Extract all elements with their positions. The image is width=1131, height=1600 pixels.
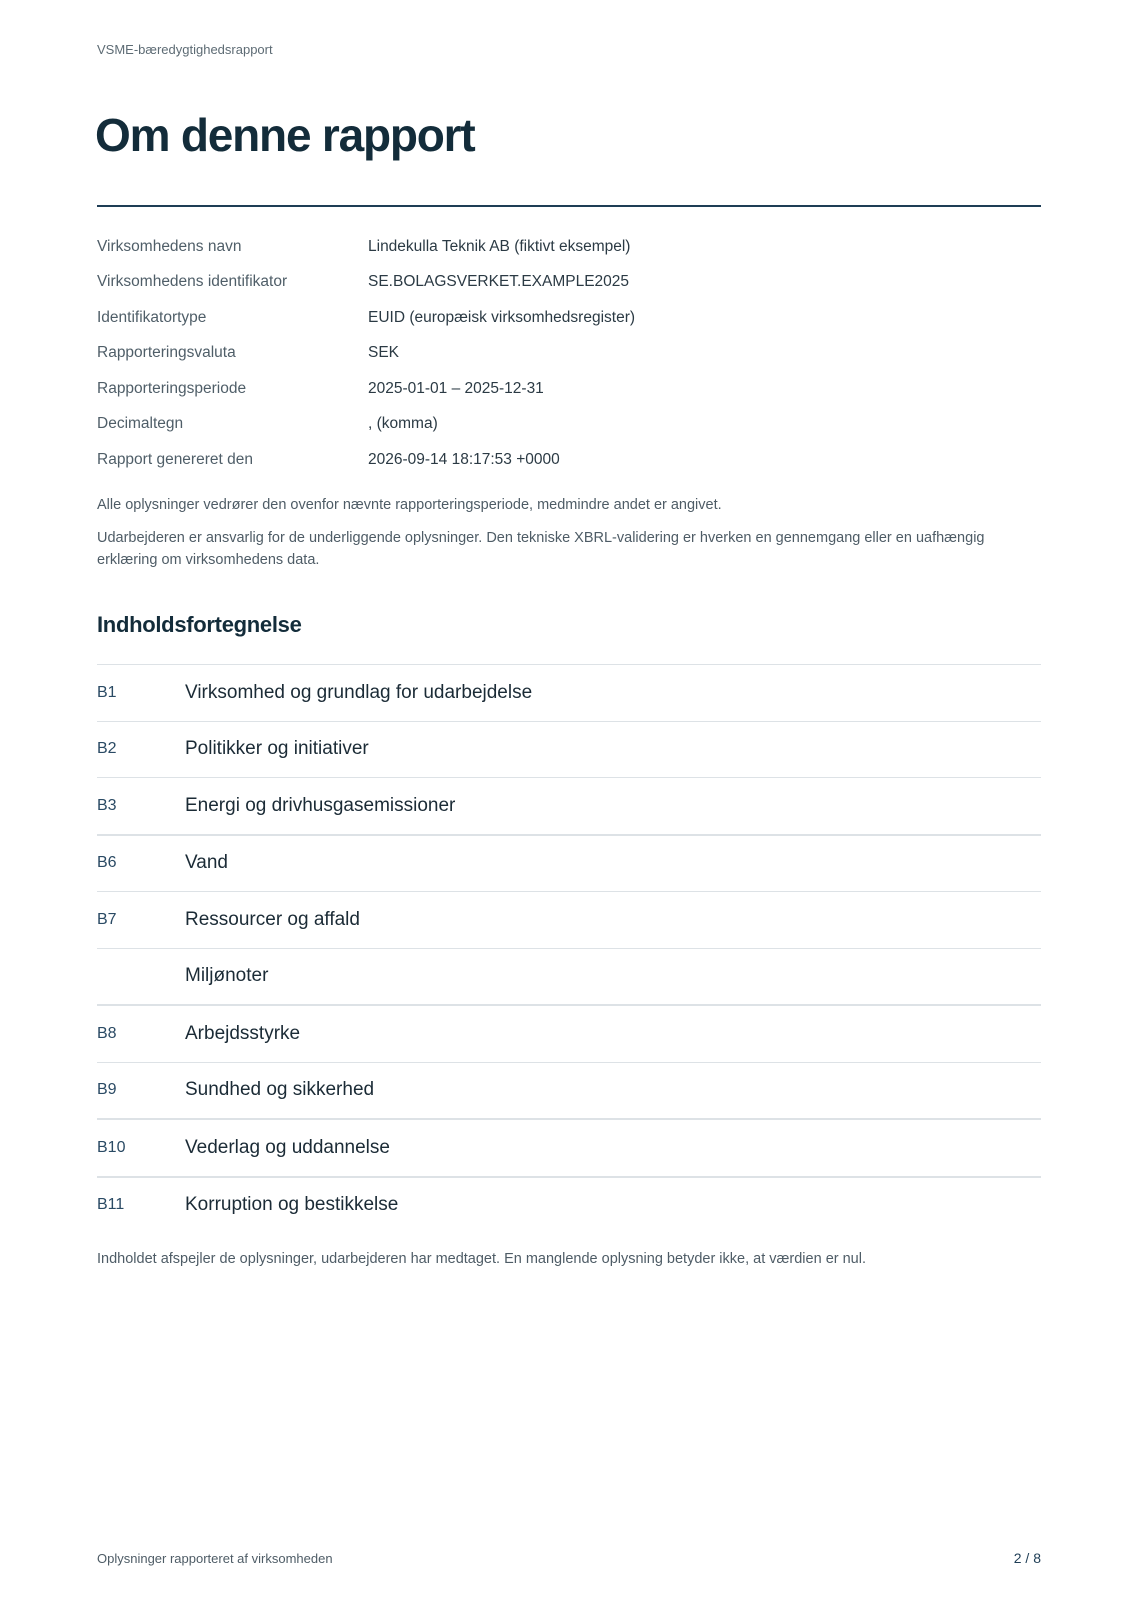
toc-item-b1[interactable]: [97, 665, 1041, 722]
meta-row-company-identifier: [97, 265, 1041, 301]
toc-item-code: B6: [97, 854, 117, 872]
meta-key: Rapporteringsperiode: [97, 379, 247, 397]
toc-item-code: B2: [97, 740, 117, 758]
toc-item-label: Vederlag og uddannelse: [185, 1136, 390, 1158]
toc-item-label: Korruption og bestikkelse: [185, 1194, 399, 1216]
toc-item-b3[interactable]: [97, 778, 1041, 836]
meta-value: SE.BOLAGSVERKET.EXAMPLE2025: [368, 273, 630, 291]
meta-row-reporting-period: [97, 371, 1041, 407]
meta-value: , (komma): [368, 415, 438, 433]
meta-value: 2025-01-01 – 2025-12-31: [368, 379, 544, 397]
toc-item-code: B3: [97, 796, 117, 814]
meta-row-identifier-type: [97, 300, 1041, 336]
toc-item-b8[interactable]: [97, 1006, 1041, 1063]
meta-value: SEK: [368, 344, 400, 362]
toc-item-label: Arbejdsstyrke: [185, 1022, 301, 1044]
toc-item-b7[interactable]: [97, 892, 1041, 949]
toc-item-label: Sundhed og sikkerhed: [185, 1079, 375, 1101]
meta-row-decimal-separator: [97, 407, 1041, 443]
meta-value: Lindekulla Teknik AB (fiktivt eksempel): [368, 237, 631, 255]
meta-key: Virksomhedens identifikator: [97, 273, 288, 291]
toc-item-b2[interactable]: [97, 722, 1041, 779]
meta-key: Identifikatortype: [97, 308, 207, 326]
toc-item-label: Miljønoter: [185, 965, 269, 987]
meta-value: EUID (europæisk virksomhedsregister): [368, 308, 636, 326]
toc-item-code: B11: [97, 1196, 125, 1214]
toc-item-label: Politikker og initiativer: [185, 738, 369, 760]
footer-source-note: Oplysninger rapporteret af virksomheden: [97, 1551, 333, 1566]
period-note: Alle oplysninger vedrører den ovenfor nævnte rapporteringsperiode, medmindre andet er angivet.: [97, 497, 722, 513]
toc-item-b6[interactable]: [97, 836, 1041, 893]
table-of-contents: [97, 664, 1041, 1233]
toc-item-code: B1: [97, 683, 117, 701]
toc-item-b10[interactable]: [97, 1120, 1041, 1178]
toc-item-code: B8: [97, 1024, 117, 1042]
toc-item-label: Virksomhed og grundlag for udarbejdelse: [185, 681, 533, 703]
meta-key: Rapport genereret den: [97, 450, 253, 468]
toc-item-label: Vand: [185, 852, 228, 874]
title-divider: [97, 205, 1041, 207]
meta-row-generated-at: [97, 442, 1041, 478]
meta-row-reporting-currency: [97, 336, 1041, 372]
toc-item-label: Energi og drivhusgasemissioner: [185, 794, 456, 816]
meta-row-company-name: [97, 229, 1041, 265]
report-metadata-table: [97, 229, 1041, 478]
page-title: Om denne rapport: [95, 109, 475, 161]
toc-item-b9[interactable]: [97, 1063, 1041, 1121]
page-number: 2 / 8: [1013, 1550, 1041, 1566]
meta-key: Rapporteringsvaluta: [97, 344, 236, 362]
toc-item-label: Ressourcer og affald: [185, 908, 360, 930]
toc-item-code: B9: [97, 1081, 117, 1099]
toc-item-code: B7: [97, 910, 117, 928]
toc-item-code: B10: [97, 1138, 126, 1156]
toc-item-environmental-notes[interactable]: [97, 949, 1041, 1007]
meta-key: Decimaltegn: [97, 415, 184, 433]
toc-heading: Indholdsfortegnelse: [97, 612, 302, 637]
report-page: [97, 0, 1041, 1600]
running-header: VSME-bæredygtighedsrapport: [97, 42, 273, 57]
toc-item-b11[interactable]: [97, 1178, 1041, 1234]
toc-disclaimer: Indholdet afspejler de oplysninger, udarbejderen har medtaget. En manglende oplysning betyder ikke, at værdien er nul.: [97, 1251, 866, 1267]
meta-value: 2026-09-14 18:17:53 +0000: [368, 450, 560, 468]
meta-key: Virksomhedens navn: [97, 237, 242, 255]
responsibility-note: Udarbejderen er ansvarlig for de underliggende oplysninger. Den tekniske XBRL-validering er hverken en gennemgang eller en uafhængig erklæring om virksomhedens data.: [97, 530, 985, 568]
